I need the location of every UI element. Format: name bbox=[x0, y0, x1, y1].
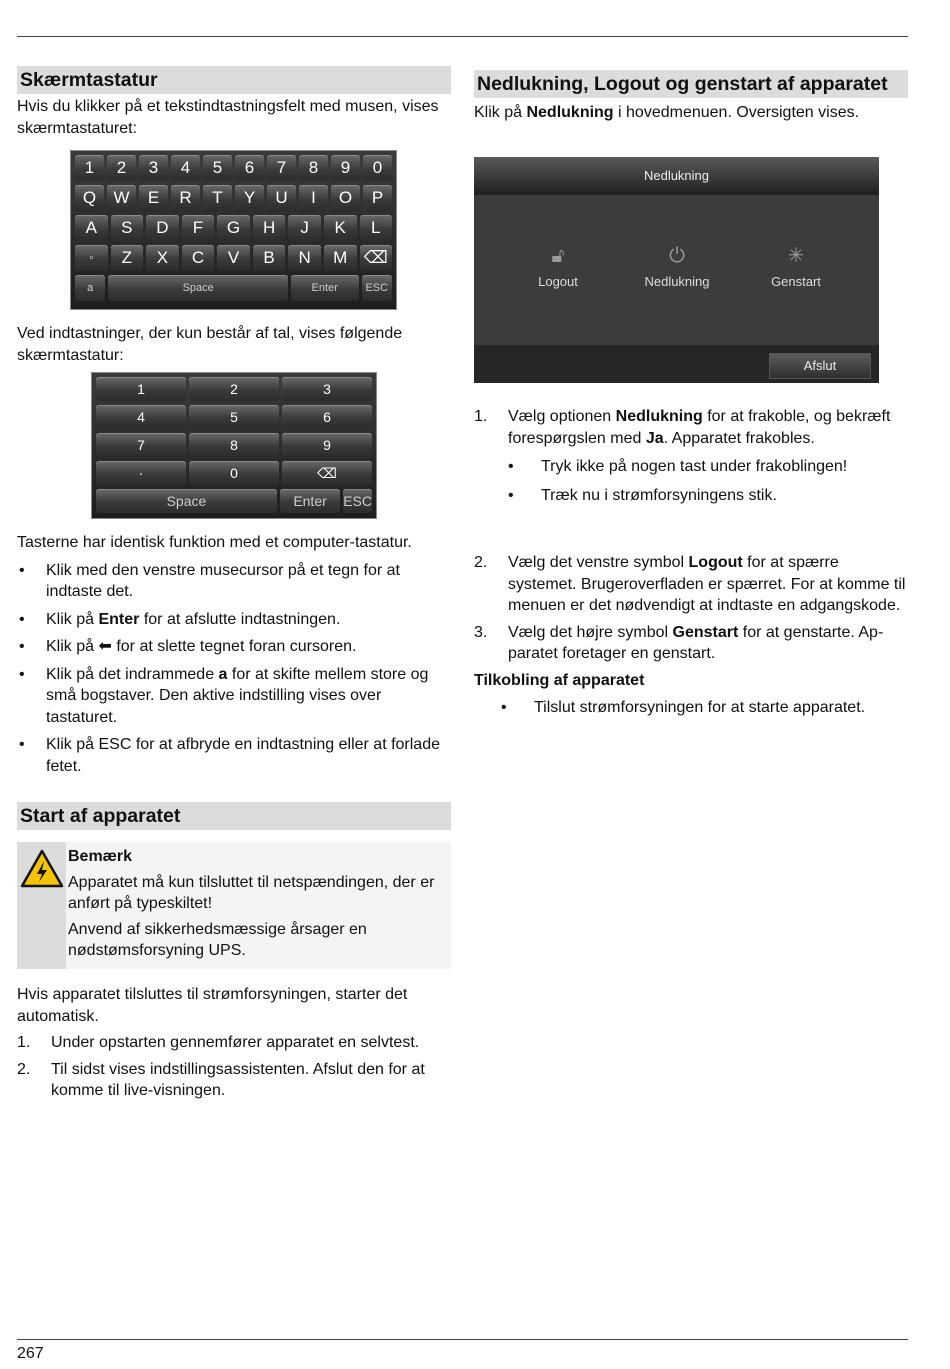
keyboard-key[interactable]: R bbox=[171, 185, 200, 211]
keyboard-key[interactable]: N bbox=[288, 245, 321, 271]
dialog-body bbox=[474, 195, 879, 345]
numpad-row-bottom bbox=[92, 489, 376, 513]
keyboard-backspace-icon[interactable]: ⌫ bbox=[360, 245, 393, 271]
list-item: 1. Vælg optionen Nedlukning for at frakoble, og bekræft forespørgslen med Ja. Apparatet frakobles. bbox=[474, 408, 891, 447]
keyboard-key[interactable]: B bbox=[253, 245, 286, 271]
numpad-key[interactable]: 7 bbox=[96, 433, 186, 457]
dialog-title: Nedlukning bbox=[474, 157, 879, 195]
keyboard-key[interactable]: 1 bbox=[75, 155, 104, 181]
shutdown-steps bbox=[474, 406, 908, 506]
keyboard-key[interactable]: T bbox=[203, 185, 232, 211]
numpad-row-2 bbox=[92, 405, 376, 429]
dialog-footer bbox=[474, 345, 879, 383]
note-box bbox=[17, 842, 451, 969]
section-title-shutdown: Nedlukning, Logout og genstart af apparatet bbox=[474, 70, 908, 98]
keyboard-key[interactable]: U bbox=[267, 185, 296, 211]
shutdown-warnings bbox=[508, 456, 908, 506]
numpad-key[interactable]: 8 bbox=[189, 433, 279, 457]
numpad-row-1 bbox=[92, 377, 376, 401]
restart-spinner-icon: ✳ bbox=[787, 245, 805, 267]
power-icon: ⏻ bbox=[669, 245, 685, 267]
start-text bbox=[17, 984, 451, 1102]
keyboard-row-zxcv bbox=[71, 245, 396, 271]
function-intro: Tasterne har identisk funktion med et computer-tastatur. bbox=[17, 534, 412, 551]
keyboard-key[interactable]: D bbox=[146, 215, 179, 241]
keyboard-key[interactable]: I bbox=[299, 185, 328, 211]
keyboard-function-text bbox=[17, 532, 451, 777]
keyboard-key-esc[interactable]: ESC bbox=[362, 275, 392, 301]
start-steps bbox=[17, 1032, 451, 1102]
numpad-key-zero[interactable]: 0 bbox=[189, 461, 279, 485]
numpad-key-enter[interactable]: Enter bbox=[280, 489, 340, 513]
keyboard-key[interactable]: M bbox=[324, 245, 357, 271]
start-section bbox=[17, 802, 451, 830]
list-item: 2. Til sidst vises indstillingsassistenten. Afslut den for at komme til live-visningen. bbox=[17, 1060, 425, 1099]
shutdown-dialog bbox=[474, 157, 879, 383]
note-text bbox=[68, 846, 448, 962]
keyboard-usage-list bbox=[17, 560, 451, 778]
keyboard-key[interactable]: C bbox=[182, 245, 215, 271]
numpad-key[interactable]: 5 bbox=[189, 405, 279, 429]
keyboard-key[interactable]: H bbox=[253, 215, 286, 241]
keyboard-row-bottom bbox=[71, 275, 396, 301]
keyboard-key[interactable]: K bbox=[324, 215, 357, 241]
note-title: Bemærk bbox=[68, 848, 133, 865]
keyboard-key[interactable]: 3 bbox=[139, 155, 168, 181]
right-column bbox=[474, 70, 908, 124]
list-item: 1. Under opstarten gennemfører apparatet en selvtest. bbox=[17, 1034, 420, 1051]
section-title-keyboard: Skærmtastatur bbox=[17, 66, 451, 94]
keyboard-intro: Hvis du klikker på et tekstindtastningsfelt med musen, vises skærmtastaturet: bbox=[17, 98, 439, 137]
page-number: 267 bbox=[17, 1345, 44, 1362]
keyboard-key[interactable]: Q bbox=[75, 185, 104, 211]
numpad-key-esc[interactable]: ESC bbox=[343, 489, 372, 513]
keyboard-row-asdf bbox=[71, 215, 396, 241]
keyboard-key[interactable]: X bbox=[146, 245, 179, 271]
connect-list bbox=[501, 697, 908, 719]
keyboard-key[interactable]: F bbox=[182, 215, 215, 241]
back-arrow-icon: ⬅ bbox=[98, 638, 112, 655]
shutdown-option[interactable]: ⏻ Nedlukning bbox=[617, 241, 737, 293]
keyboard-key[interactable]: 8 bbox=[299, 155, 328, 181]
list-item: • Klik på Enter for at afslutte indtastningen. bbox=[17, 609, 451, 631]
keyboard-key[interactable]: G bbox=[217, 215, 250, 241]
onscreen-keyboard bbox=[70, 150, 397, 310]
lock-icon: 🔓︎ bbox=[551, 245, 565, 267]
keyboard-key[interactable]: O bbox=[331, 185, 360, 211]
section-title-start: Start af apparatet bbox=[17, 802, 451, 830]
keyboard-key[interactable]: Y bbox=[235, 185, 264, 211]
numeric-keyboard-intro: Ved indtastninger, der kun består af tal, vises følgende skærmtastatur: bbox=[17, 325, 403, 364]
numpad-key-space[interactable]: Space bbox=[96, 489, 277, 513]
numpad-key[interactable]: 3 bbox=[282, 377, 372, 401]
list-item: • Klik på ⬅ for at slette tegnet foran cursoren. bbox=[17, 636, 451, 658]
keyboard-key-caps-icon[interactable]: ▫ bbox=[75, 245, 108, 271]
keyboard-key[interactable]: J bbox=[288, 215, 321, 241]
numpad-row-4 bbox=[92, 461, 376, 485]
top-rule bbox=[17, 36, 908, 37]
list-item: • Klik på det indrammede a for at skifte mellem store og små bogstaver. Den aktive indstilling vises over tastaturet. bbox=[17, 664, 451, 729]
keyboard-row-qwerty bbox=[71, 185, 396, 211]
keyboard-key-enter[interactable]: Enter bbox=[291, 275, 359, 301]
bottom-rule bbox=[17, 1339, 908, 1340]
logout-option[interactable]: 🔓︎ Logout bbox=[498, 241, 618, 293]
numpad-key[interactable]: 1 bbox=[96, 377, 186, 401]
keyboard-key[interactable]: E bbox=[139, 185, 168, 211]
keyboard-key[interactable]: 4 bbox=[171, 155, 200, 181]
keyboard-key[interactable]: 2 bbox=[107, 155, 136, 181]
list-item: • Tilslut strømforsyningen for at starte apparatet. bbox=[501, 697, 908, 719]
numpad-backspace-icon[interactable]: ⌫ bbox=[282, 461, 372, 485]
warning-lightning-icon bbox=[19, 848, 65, 890]
numpad-row-3 bbox=[92, 433, 376, 457]
keyboard-key[interactable]: 0 bbox=[363, 155, 392, 181]
numpad-key-dot[interactable]: · bbox=[96, 461, 186, 485]
keyboard-key[interactable]: 6 bbox=[235, 155, 264, 181]
note-side-bar bbox=[17, 842, 66, 969]
note-paragraph-2: Anvend af sikkerhedsmæssige årsager en nødstømsforsyning UPS. bbox=[68, 920, 367, 959]
keyboard-key[interactable]: L bbox=[360, 215, 393, 241]
list-item: • Tryk ikke på nogen tast under frakoblingen! bbox=[508, 456, 908, 478]
keyboard-key[interactable]: S bbox=[111, 215, 144, 241]
numpad-key[interactable]: 6 bbox=[282, 405, 372, 429]
keyboard-key[interactable]: V bbox=[217, 245, 250, 271]
start-paragraph: Hvis apparatet tilsluttes til strømforsyningen, starter det automatisk. bbox=[17, 986, 408, 1025]
list-item: 3. Vælg det højre symbol Genstart for at genstarte. Ap-paratet foretager en genstart. bbox=[474, 623, 884, 662]
keyboard-key[interactable]: Z bbox=[111, 245, 144, 271]
keyboard-key[interactable]: 9 bbox=[331, 155, 360, 181]
numpad-key[interactable]: 9 bbox=[282, 433, 372, 457]
keyboard-key[interactable]: 7 bbox=[267, 155, 296, 181]
list-item: 2. Vælg det venstre symbol Logout for at spærre systemet. Brugeroverfladen er spærret. For at komme til menuen er det nødvendigt at indtaste en adgangskode. bbox=[474, 554, 906, 614]
logout-steps bbox=[474, 552, 908, 719]
keyboard-key[interactable]: W bbox=[107, 185, 136, 211]
keyboard-key[interactable]: P bbox=[363, 185, 392, 211]
numpad-key[interactable]: 2 bbox=[189, 377, 279, 401]
keyboard-key-space[interactable]: Space bbox=[108, 275, 287, 301]
left-column bbox=[17, 66, 451, 139]
list-item: • Klik med den venstre musecursor på et tegn for at indtaste det. bbox=[17, 560, 451, 603]
numeric-keyboard bbox=[91, 372, 377, 519]
restart-option[interactable]: ✳ Genstart bbox=[736, 241, 856, 293]
shutdown-intro: Klik på Nedlukning i hovedmenuen. Oversigten vises. bbox=[474, 104, 860, 121]
keyboard-row-digits bbox=[71, 155, 396, 181]
connect-subtitle: Tilkobling af apparatet bbox=[474, 671, 645, 689]
keyboard-key[interactable]: A bbox=[75, 215, 108, 241]
list-item: • Træk nu i strømforsyningens stik. bbox=[508, 485, 908, 507]
numpad-key[interactable]: 4 bbox=[96, 405, 186, 429]
keyboard-key-shift[interactable]: a bbox=[75, 275, 105, 301]
close-button[interactable]: Afslut bbox=[769, 353, 871, 379]
keyboard-key[interactable]: 5 bbox=[203, 155, 232, 181]
note-paragraph-1: Apparatet må kun tilsluttet til netspændingen, der er anført på typeskiltet! bbox=[68, 873, 435, 912]
list-item: • Klik på ESC for at afbryde en indtastning eller at forlade fetet. bbox=[17, 734, 451, 777]
